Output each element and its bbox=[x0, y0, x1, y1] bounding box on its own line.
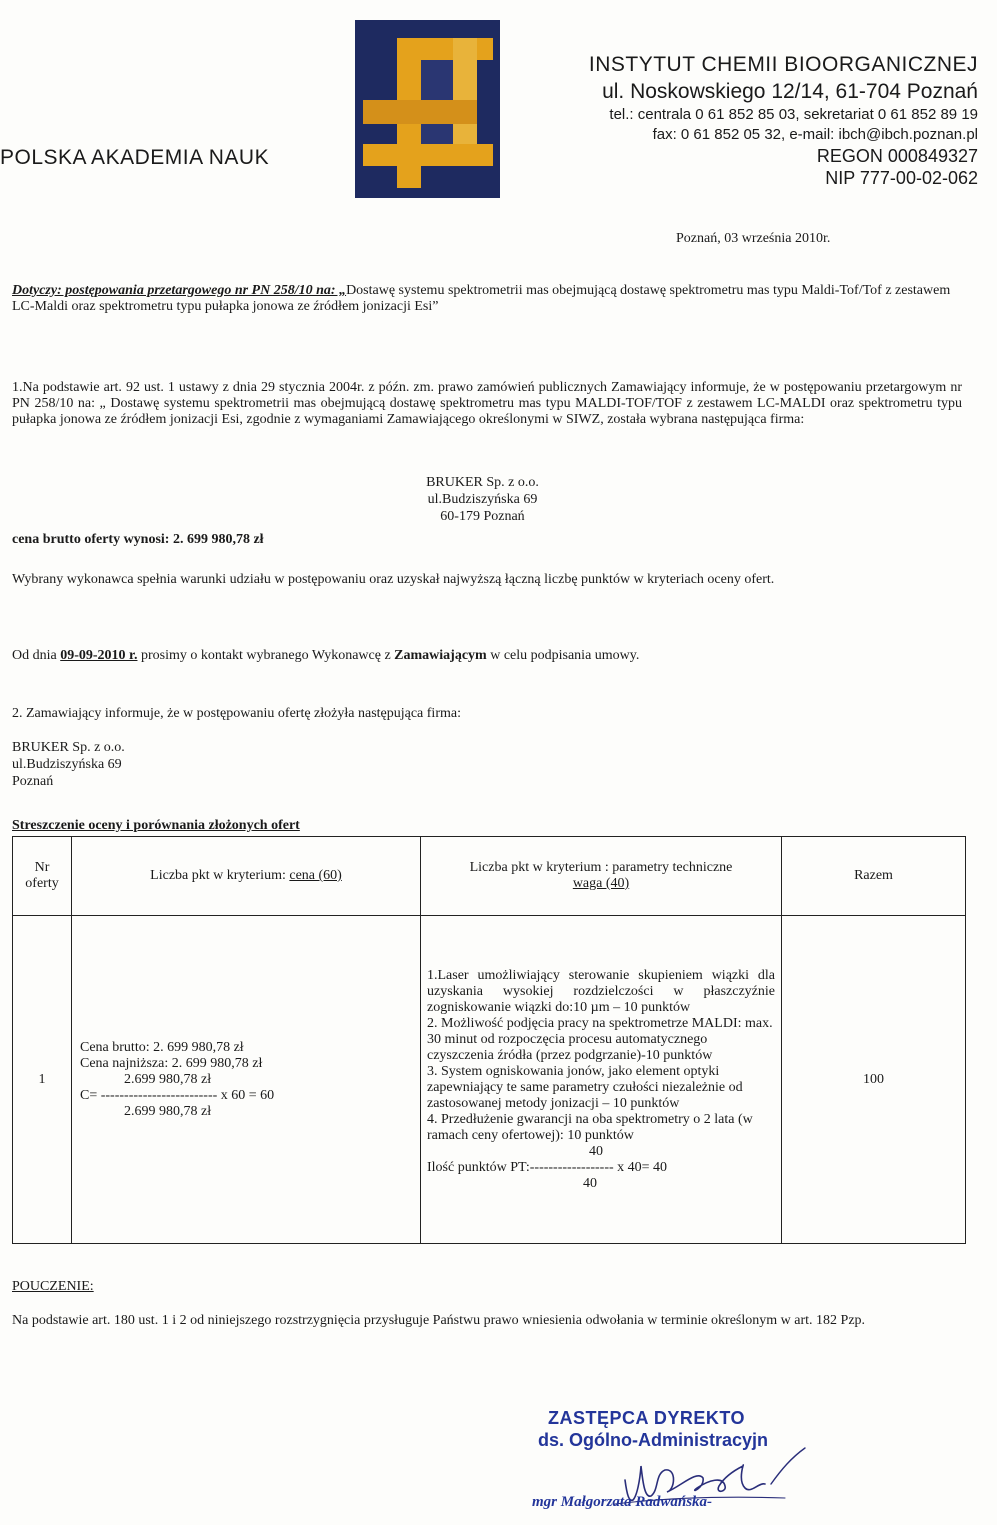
contact-text-3: w celu podpisania umowy. bbox=[486, 648, 640, 663]
tech-criterion-3: 3. System ogniskowania jonów, jako element optyki zapewniający te same parametry czułości niezależnie od zastosowanej metody jonizacji – 10 punktów bbox=[427, 1063, 743, 1111]
header-tech bbox=[421, 837, 782, 916]
instruction-text: Na podstawie art. 180 ust. 1 i 2 od niniejszego rozstrzygnięcia przysługuje Państwu prawo wniesienia odwołania w terminie określonym w art. 182 Pzp. bbox=[12, 1313, 866, 1328]
contact-date: 09-09-2010 r. bbox=[60, 648, 138, 663]
tech-criterion-1: 1.Laser umożliwiający sterowanie skupieniem wiązki dla uzyskania wysokiej rozdzielczości w płaszczyźnie zogniskowanie wiązki do:10 µm – 10 punktów bbox=[427, 967, 775, 1015]
academy-name: POLSKA AKADEMIA NAUK bbox=[0, 146, 270, 169]
offer-firm-address bbox=[12, 739, 125, 790]
institute-fax-email: fax: 0 61 852 05 32, e-mail: ibch@ibch.poznan.pl bbox=[652, 126, 978, 143]
header-total: Razem bbox=[782, 837, 966, 916]
winner-street: ul.Budziszyńska 69 bbox=[427, 492, 538, 507]
formula-numerator: 2.699 980,78 zł bbox=[124, 1071, 212, 1087]
tech-formula: Ilość punktów PT:------------------ x 40= 40 bbox=[427, 1159, 668, 1175]
offer-firm-street: ul.Budziszyńska 69 bbox=[12, 757, 122, 772]
paragraph-1: 1.Na podstawie art. 92 ust. 1 ustawy z dnia 29 stycznia 2004r. z późn. zm. prawo zamówień publicznych Zamawiający informuje, że w postępowaniu przetargowym nr PN 258/10 na: „ Dostawę systemu spektrometrii mas obejmującą dostawę spektrometru mas typu MALDI-TOF/TOF z zestawem LC-MALDI oraz spektrometru typu pułapka jonowa ze źródłem jonizacji Esi, zgodnie z wymaganiami Zamawiającego określonymi w SIWZ, została wybrana następująca firma: bbox=[12, 380, 962, 427]
row-price bbox=[72, 916, 421, 1244]
header-price-weight: cena (60) bbox=[289, 868, 342, 883]
subject-line bbox=[12, 283, 962, 315]
stamp-department: ds. Ogólno-Administracyjn bbox=[538, 1430, 769, 1450]
instruction-title: POUCZENIE: bbox=[12, 1279, 94, 1294]
row-nr: 1 bbox=[13, 916, 72, 1244]
tech-denominator: 40 bbox=[583, 1175, 597, 1191]
institute-phone: tel.: centrala 0 61 852 85 03, sekretariat 0 61 852 89 19 bbox=[609, 106, 978, 123]
paragraph-2: 2. Zamawiający informuje, że w postępowaniu ofertę złożyła następująca firma: bbox=[12, 706, 461, 721]
institute-address: ul. Noskowskiego 12/14, 61-704 Poznań bbox=[602, 80, 978, 103]
offer-firm-city: Poznań bbox=[12, 774, 54, 789]
winner-address bbox=[300, 474, 665, 525]
row-total: 100 bbox=[782, 916, 966, 1244]
institute-nip: NIP 777-00-02-062 bbox=[825, 168, 978, 188]
subject-prefix: Dotyczy: postępowania przetargowego nr PN 258/10 na: „ bbox=[12, 283, 347, 298]
offers-table bbox=[12, 836, 966, 1244]
contact-paragraph bbox=[12, 648, 639, 664]
table-header-row bbox=[13, 837, 966, 916]
contact-text-2: prosimy o kontakt wybranego Wykonawcę z bbox=[137, 648, 395, 663]
institute-logo bbox=[355, 20, 500, 198]
institute-header bbox=[589, 52, 978, 189]
header-price-label: Liczba pkt w kryterium: bbox=[150, 868, 290, 883]
institute-regon: REGON 000849327 bbox=[816, 146, 978, 166]
winner-name: BRUKER Sp. z o.o. bbox=[426, 475, 539, 490]
document-date: Poznań, 03 września 2010r. bbox=[676, 231, 831, 246]
stamp-title: ZASTĘPCA DYREKTO bbox=[548, 1408, 746, 1428]
table-row bbox=[13, 916, 966, 1244]
winner-paragraph: Wybrany wykonawca spełnia warunki udziału w postępowaniu oraz uzyskał najwyższą łączną liczbę punktów w kryteriach oceny ofert. bbox=[12, 572, 775, 587]
institute-name: INSTYTUT CHEMII BIOORGANICZNEJ bbox=[588, 53, 978, 76]
formula-denominator: 2.699 980,78 zł bbox=[124, 1103, 212, 1119]
header-nr: Nr oferty bbox=[13, 837, 72, 916]
subject-text: Dostawę systemu spektrometrii mas obejmującą dostawę spektrometru mas typu Maldi-Tof/Tof z zestawem LC-Maldi oraz spektrometru typu pułapka jonowa ze źródłem jonizacji Esi” bbox=[12, 283, 951, 314]
price-gross: Cena brutto: 2. 699 980,78 zł bbox=[80, 1039, 244, 1055]
price-lowest: Cena najniższa: 2. 699 980,78 zł bbox=[80, 1055, 263, 1071]
offer-firm-name: BRUKER Sp. z o.o. bbox=[12, 740, 125, 755]
tech-criterion-2: 2. Możliwość podjęcia pracy na spektrometrze MALDI: max. 30 minut od rozpoczęcia procesu automatycznego czyszczenia źródła (przez podgrzanie)-10 punktów bbox=[427, 1015, 773, 1063]
gross-price: cena brutto oferty wynosi: 2. 699 980,78 zł bbox=[12, 532, 264, 547]
tech-numerator: 40 bbox=[589, 1143, 603, 1159]
header-tech-weight: waga (40) bbox=[572, 876, 630, 891]
tech-criterion-4: 4. Przedłużenie gwarancji na oba spektrometry o 2 lata (w ramach ceny ofertowej): 10 punktów bbox=[427, 1111, 753, 1143]
formula-line: C= ------------------------- x 60 = 60 bbox=[80, 1087, 275, 1103]
table-title: Streszczenie oceny i porównania złożonych ofert bbox=[12, 818, 300, 833]
header-price bbox=[72, 837, 421, 916]
stamp-signatory: mgr Małgorzata Radwańska- bbox=[532, 1494, 713, 1510]
contact-party: Zamawiającym bbox=[394, 648, 487, 663]
row-tech bbox=[421, 916, 782, 1244]
winner-city: 60-179 Poznań bbox=[440, 509, 525, 524]
header-tech-label: Liczba pkt w kryterium : parametry techniczne bbox=[469, 860, 733, 875]
contact-text-1: Od dnia bbox=[12, 648, 61, 663]
